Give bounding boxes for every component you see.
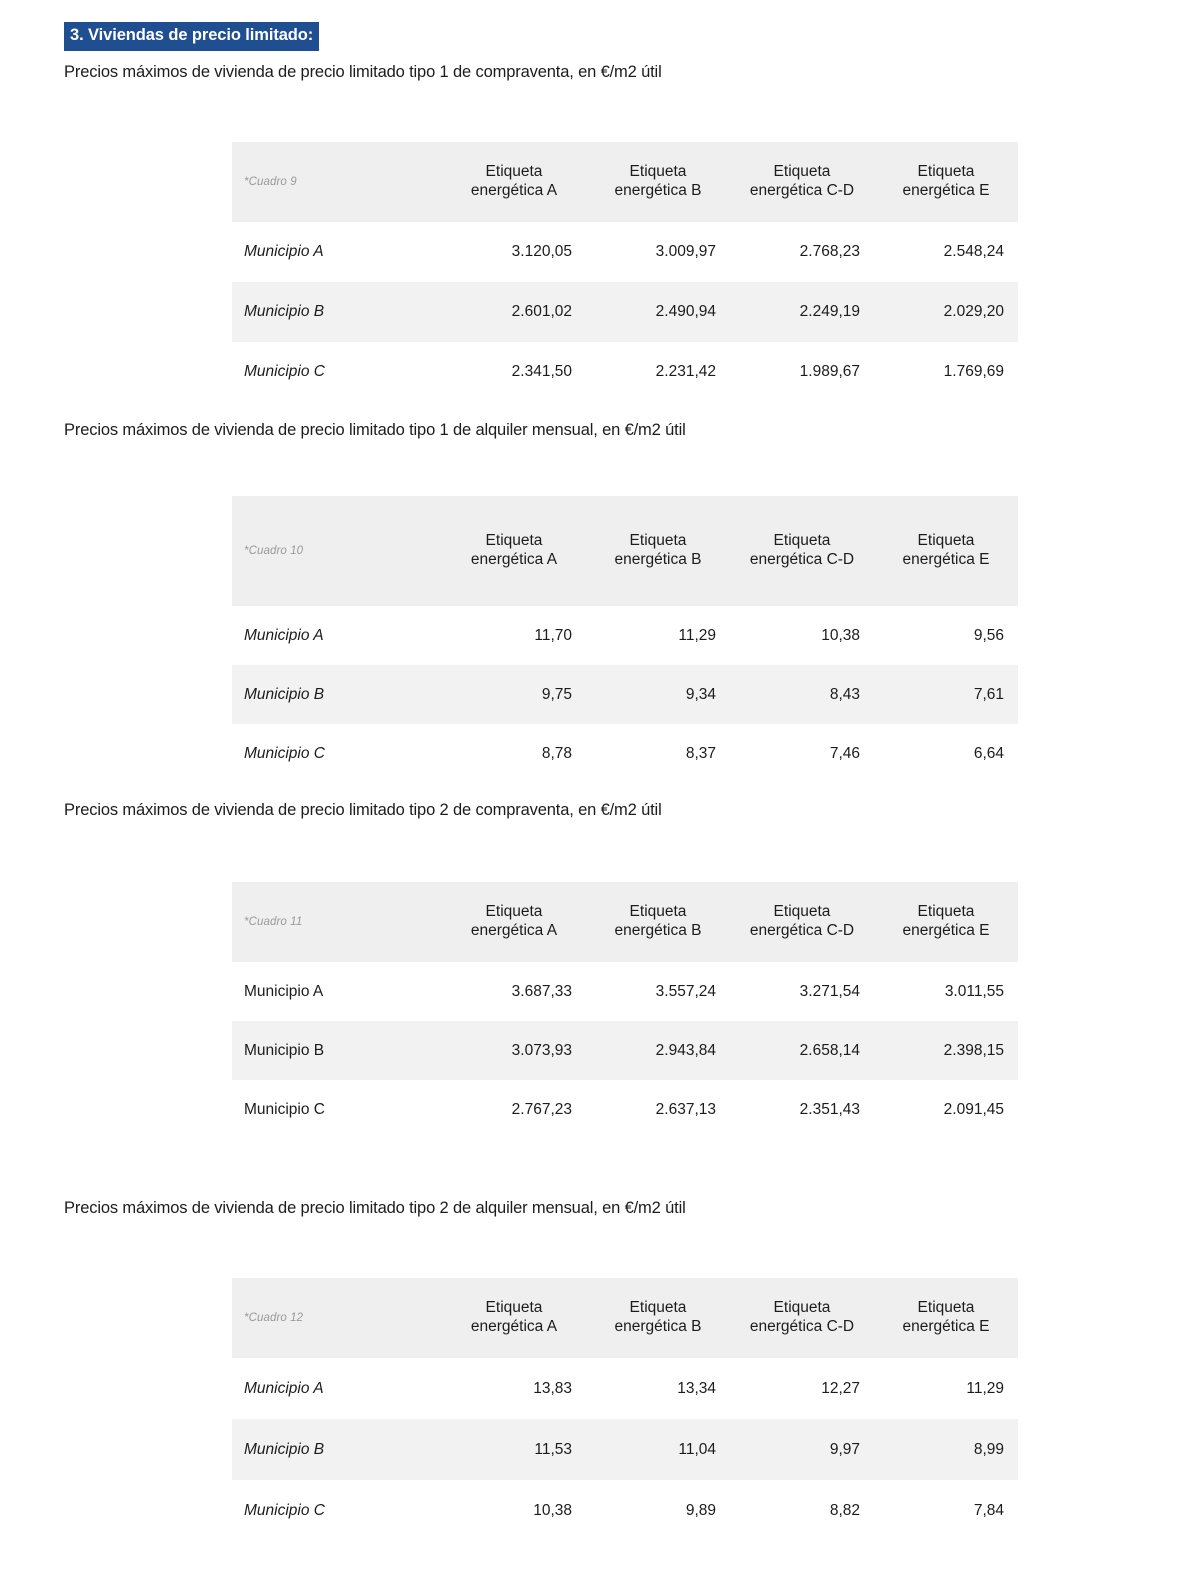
table-caption-2: Precios máximos de vivienda de precio limitado tipo 1 de alquiler mensual, en €/m2 útil xyxy=(64,421,686,439)
row-label: Municipio A xyxy=(244,243,324,260)
cell-value: 1.989,67 xyxy=(799,363,860,380)
cell-value: 13,83 xyxy=(533,1379,572,1397)
column-header-line2: energética C-D xyxy=(749,182,855,199)
table-row xyxy=(232,282,1018,342)
row-label: Municipio B xyxy=(244,303,325,320)
cell-value: 2.548,24 xyxy=(943,243,1004,260)
column-header-etiqueta-b xyxy=(586,882,730,962)
cell-value: 2.601,02 xyxy=(511,303,572,320)
column-header-line2: energética B xyxy=(614,1318,702,1335)
column-header-etiqueta-a xyxy=(442,1278,586,1358)
column-header-line2: energética B xyxy=(614,182,702,199)
column-header-etiqueta-b xyxy=(586,496,730,606)
column-header-line1: Etiqueta xyxy=(629,903,687,921)
cell-value: 2.658,14 xyxy=(799,1041,860,1059)
table-caption-3: Precios máximos de vivienda de precio limitado tipo 2 de compraventa, en €/m2 útil xyxy=(64,801,662,819)
column-header-etiqueta-e xyxy=(874,1278,1018,1358)
cell-value: 3.687,33 xyxy=(511,982,572,1000)
column-header-line1: Etiqueta xyxy=(629,163,687,181)
table-header-row xyxy=(232,496,1018,606)
cell-value: 2.249,19 xyxy=(799,303,860,320)
table-note-cuadro-11: *Cuadro 11 xyxy=(244,915,303,928)
column-header-line1: Etiqueta xyxy=(773,532,831,550)
cell-value: 9,89 xyxy=(685,1501,716,1519)
cell-value: 2.398,15 xyxy=(943,1041,1004,1059)
column-header-line1: Etiqueta xyxy=(917,1299,975,1317)
cell-value: 11,29 xyxy=(678,626,716,644)
cell-value: 12,27 xyxy=(821,1379,860,1397)
cell-value: 10,38 xyxy=(533,1501,572,1519)
column-header-line1: Etiqueta xyxy=(629,532,687,550)
cell-value: 8,37 xyxy=(685,744,716,762)
column-header-line2: energética C-D xyxy=(749,922,855,939)
row-label: Municipio A xyxy=(244,626,324,644)
column-header-line2: energética E xyxy=(902,1318,990,1335)
column-header-etiqueta-cd xyxy=(730,1278,874,1358)
table-note-cuadro-12: *Cuadro 12 xyxy=(244,1311,304,1324)
row-label: Municipio B xyxy=(244,1440,325,1458)
section-heading: 3. Viviendas de precio limitado: xyxy=(64,22,319,51)
column-header-line1: Etiqueta xyxy=(917,903,975,921)
row-label: Municipio C xyxy=(244,363,325,380)
table-row xyxy=(232,962,1018,1021)
cell-value: 9,56 xyxy=(973,626,1004,644)
table-header-row xyxy=(232,142,1018,222)
column-header-line2: energética C-D xyxy=(749,551,855,568)
cell-value: 1.769,69 xyxy=(943,363,1004,380)
table-note-cuadro-9: *Cuadro 9 xyxy=(244,175,297,188)
column-header-line2: energética A xyxy=(470,1318,558,1335)
row-label: Municipio C xyxy=(244,744,325,762)
table-row xyxy=(232,222,1018,282)
column-header-line2: energética B xyxy=(614,551,702,568)
cell-value: 7,46 xyxy=(829,744,860,762)
table-cuadro-11 xyxy=(232,882,1018,1139)
column-header-etiqueta-b xyxy=(586,142,730,222)
cell-value: 8,99 xyxy=(973,1440,1004,1458)
cell-value: 13,34 xyxy=(677,1379,716,1397)
row-label: Municipio B xyxy=(244,1041,325,1059)
cell-value: 9,34 xyxy=(685,685,716,703)
cell-value: 9,75 xyxy=(541,685,572,703)
column-header-line2: energética A xyxy=(470,922,558,939)
cell-value: 3.271,54 xyxy=(799,982,860,1000)
table-row xyxy=(232,606,1018,665)
table-header-row xyxy=(232,882,1018,962)
table-caption-1: Precios máximos de vivienda de precio limitado tipo 1 de compraventa, en €/m2 útil xyxy=(64,63,662,81)
cell-value: 3.009,97 xyxy=(655,243,716,260)
table-row xyxy=(232,1419,1018,1480)
column-header-etiqueta-b xyxy=(586,1278,730,1358)
column-header-line2: energética E xyxy=(902,551,990,568)
table-row xyxy=(232,724,1018,783)
column-header-line1: Etiqueta xyxy=(485,903,543,921)
cell-value: 3.557,24 xyxy=(655,982,716,1000)
cell-value: 2.768,23 xyxy=(799,243,860,260)
column-header-etiqueta-cd xyxy=(730,142,874,222)
cell-value: 10,38 xyxy=(821,626,860,644)
cell-value: 8,78 xyxy=(541,744,572,762)
row-label: Municipio A xyxy=(244,1379,324,1397)
cell-value: 11,53 xyxy=(534,1440,572,1458)
table-cuadro-12 xyxy=(232,1278,1018,1541)
cell-value: 7,84 xyxy=(973,1501,1004,1519)
cell-value: 2.231,42 xyxy=(655,363,716,380)
section-heading-container xyxy=(64,22,319,51)
row-label: Municipio A xyxy=(244,982,324,1000)
column-header-line2: energética C-D xyxy=(749,1318,855,1335)
cell-value: 2.767,23 xyxy=(511,1100,572,1118)
cell-value: 3.120,05 xyxy=(511,243,572,260)
column-header-line1: Etiqueta xyxy=(485,532,543,550)
table-row xyxy=(232,1358,1018,1419)
column-header-etiqueta-a xyxy=(442,142,586,222)
column-header-line1: Etiqueta xyxy=(485,163,543,181)
cell-value: 6,64 xyxy=(973,744,1004,762)
column-header-line1: Etiqueta xyxy=(629,1299,687,1317)
column-header-line2: energética E xyxy=(902,922,990,939)
cell-value: 3.073,93 xyxy=(511,1041,572,1059)
row-label: Municipio C xyxy=(244,1501,325,1519)
row-label: Municipio C xyxy=(244,1100,325,1118)
cell-value: 2.637,13 xyxy=(655,1100,716,1118)
column-header-line2: energética A xyxy=(470,182,558,199)
cell-value: 11,29 xyxy=(966,1379,1004,1397)
cell-value: 2.029,20 xyxy=(943,303,1004,320)
column-header-line1: Etiqueta xyxy=(485,1299,543,1317)
row-label: Municipio B xyxy=(244,685,325,703)
column-header-line1: Etiqueta xyxy=(773,163,831,181)
column-header-etiqueta-a xyxy=(442,496,586,606)
cell-value: 11,70 xyxy=(534,626,572,644)
cell-value: 7,61 xyxy=(973,685,1004,703)
cell-value: 8,82 xyxy=(829,1501,860,1519)
cell-value: 2.490,94 xyxy=(655,303,716,320)
cell-value: 2.943,84 xyxy=(655,1041,716,1059)
table-header-row xyxy=(232,1278,1018,1358)
column-header-line2: energética E xyxy=(902,182,990,199)
column-header-etiqueta-cd xyxy=(730,496,874,606)
column-header-line1: Etiqueta xyxy=(773,903,831,921)
cell-value: 2.341,50 xyxy=(511,363,572,380)
table-cuadro-10 xyxy=(232,496,1018,783)
column-header-etiqueta-cd xyxy=(730,882,874,962)
cell-value: 2.351,43 xyxy=(799,1100,860,1118)
table-caption-4: Precios máximos de vivienda de precio limitado tipo 2 de alquiler mensual, en €/m2 útil xyxy=(64,1199,686,1217)
cell-value: 2.091,45 xyxy=(943,1100,1004,1118)
column-header-etiqueta-e xyxy=(874,142,1018,222)
column-header-line2: energética A xyxy=(470,551,558,568)
table-row xyxy=(232,1080,1018,1139)
table-row xyxy=(232,1480,1018,1541)
column-header-etiqueta-e xyxy=(874,882,1018,962)
table-cuadro-9 xyxy=(232,142,1018,402)
cell-value: 8,43 xyxy=(829,685,860,703)
column-header-line2: energética B xyxy=(614,922,702,939)
table-row xyxy=(232,665,1018,724)
column-header-line1: Etiqueta xyxy=(917,532,975,550)
table-row xyxy=(232,342,1018,402)
column-header-line1: Etiqueta xyxy=(773,1299,831,1317)
cell-value: 11,04 xyxy=(678,1440,716,1458)
column-header-line1: Etiqueta xyxy=(917,163,975,181)
cell-value: 9,97 xyxy=(829,1440,860,1458)
table-row xyxy=(232,1021,1018,1080)
cell-value: 3.011,55 xyxy=(944,982,1004,1000)
table-note-cuadro-10: *Cuadro 10 xyxy=(244,544,304,557)
column-header-etiqueta-e xyxy=(874,496,1018,606)
column-header-etiqueta-a xyxy=(442,882,586,962)
